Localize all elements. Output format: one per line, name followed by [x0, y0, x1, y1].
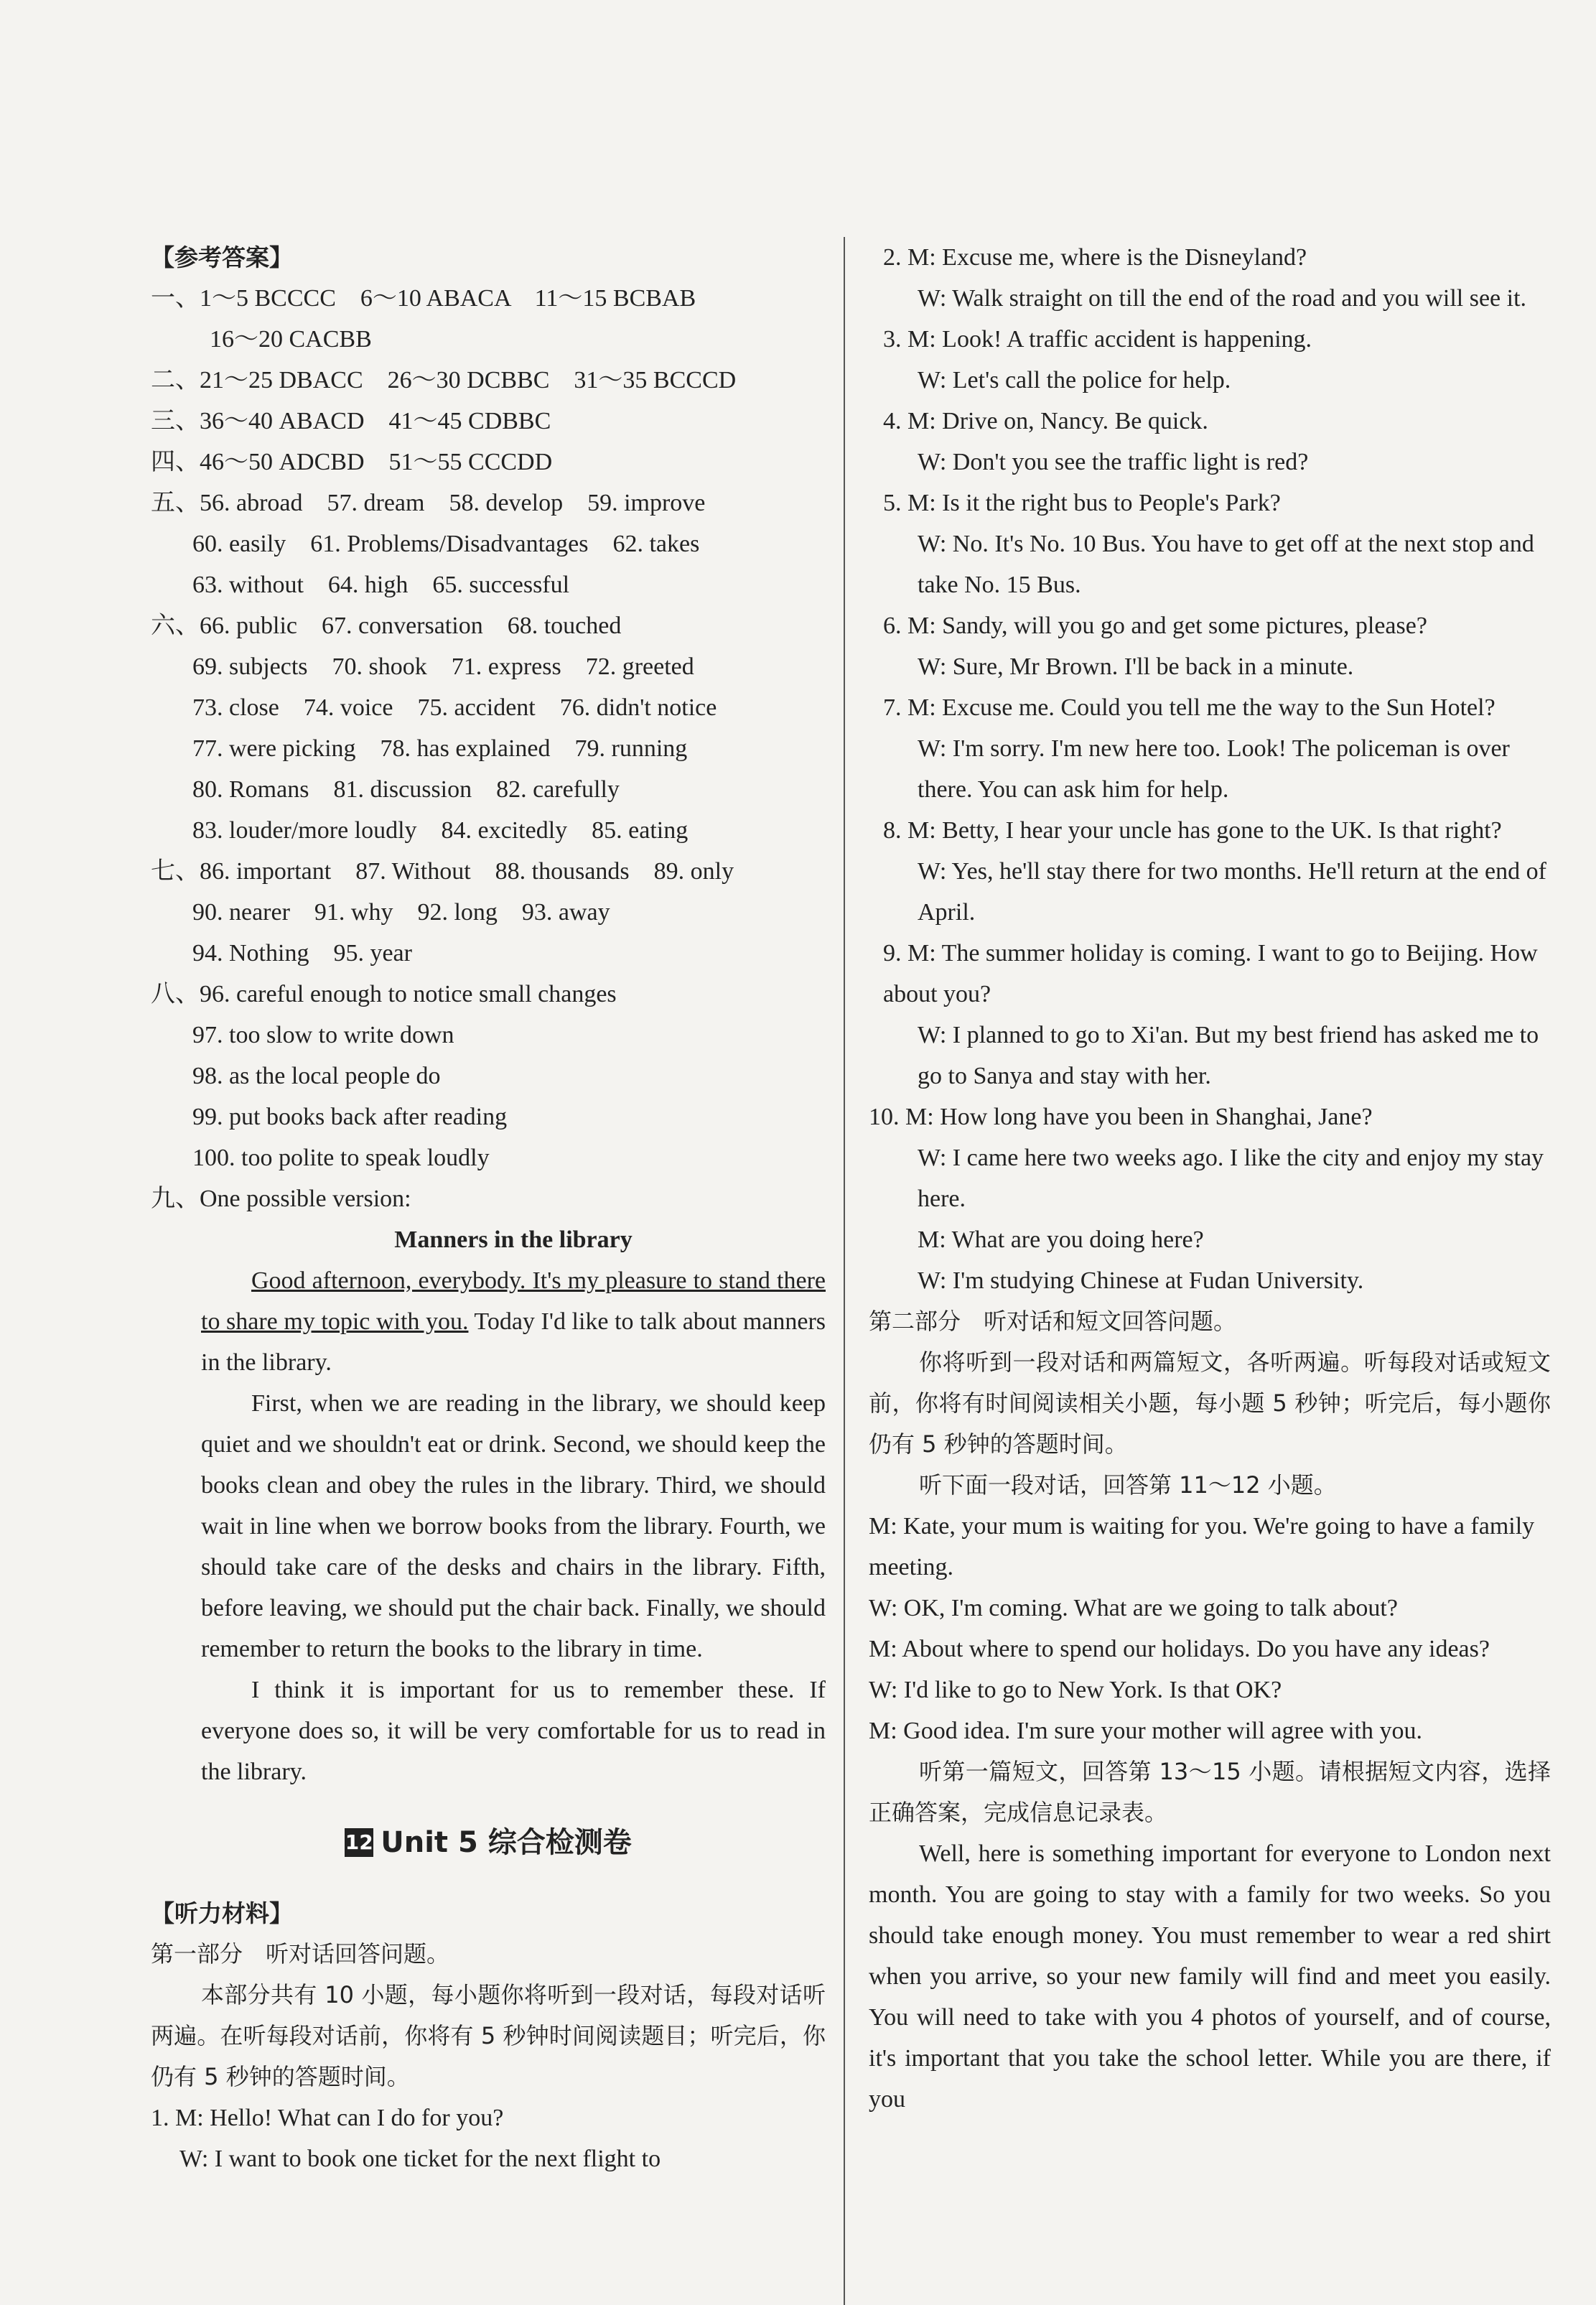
dialog-line: W: I came here two weeks ago. I like the city and enjoy my stay here. [918, 1145, 1544, 1212]
answer-line: 八、96. careful enough to notice small changes [151, 981, 617, 1007]
dialog-line: 6. M: Sandy, will you go and get some pictures, please? [883, 613, 1427, 639]
dialog-line: W: I want to book one ticket for the next flight to [179, 2146, 661, 2172]
dialog-line: W: Let's call the police for help. [918, 367, 1231, 394]
left-column [151, 237, 826, 2179]
dialog-line: M: About where to spend our holidays. Do you have any ideas? [869, 1636, 1490, 1662]
answer-line: 97. too slow to write down [192, 1022, 454, 1048]
essay-underlined: Good afternoon, everybody. It's my pleasure to stand there to share my topic with you. [201, 1267, 826, 1335]
part-heading: 第二部分 听对话和短文回答问题。 [869, 1308, 1237, 1335]
answer-line: 三、36～40 ABACD 41～45 CDBBC [151, 408, 551, 434]
unit-badge: 12 [345, 1828, 373, 1857]
dialog-line: W: I'm studying Chinese at Fudan University. [918, 1267, 1364, 1294]
unit-title [151, 1821, 826, 1864]
section-intro: 听第一篇短文，回答第 13～15 小题。请根据短文内容，选择正确答案，完成信息记录表。 [869, 1758, 1551, 1826]
answer-line: 98. as the local people do [192, 1063, 441, 1089]
answer-line: 99. put books back after reading [192, 1104, 508, 1130]
dialog-line: 5. M: Is it the right bus to People's Park? [883, 490, 1281, 516]
answer-line: 六、66. public 67. conversation 68. touched [151, 613, 622, 639]
dialog-line: W: I'd like to go to New York. Is that OK? [869, 1677, 1282, 1703]
answer-line: 80. Romans 81. discussion 82. carefully [192, 776, 620, 803]
column-divider [844, 237, 845, 2305]
dialog-line: M: What are you doing here? [918, 1226, 1204, 1253]
dialog-line: 2. M: Excuse me, where is the Disneyland? [883, 244, 1307, 271]
dialog-line: W: Walk straight on till the end of the road and you will see it. [918, 285, 1527, 312]
dialog-line: W: Yes, he'll stay there for two months. He'll return at the end of April. [918, 858, 1546, 926]
essay-paragraph [201, 1260, 826, 1383]
answer-line: 60. easily 61. Problems/Disadvantages 62. takes [192, 531, 700, 557]
answers-heading: 【参考答案】 [151, 243, 293, 271]
dialog-line: 4. M: Drive on, Nancy. Be quick. [883, 408, 1208, 434]
dialog-line: M: Kate, your mum is waiting for you. We're going to have a family meeting. [869, 1513, 1535, 1580]
answer-line: 94. Nothing 95. year [192, 940, 412, 967]
answer-line: 七、86. important 87. Without 88. thousands 89. only [151, 858, 734, 885]
essay-title: Manners in the library [394, 1226, 633, 1253]
essay-paragraph: I think it is important for us to remember these. If everyone does so, it will be very comfortable for us to read in the library. [201, 1677, 826, 1785]
dialog-line: 9. M: The summer holiday is coming. I want to go to Beijing. How about you? [883, 940, 1538, 1007]
section-intro: 听下面一段对话，回答第 11～12 小题。 [919, 1471, 1337, 1499]
answer-line: 二、21～25 DBACC 26～30 DCBBC 31～35 BCCCD [151, 367, 737, 394]
dialog-line: W: OK, I'm coming. What are we going to talk about? [869, 1595, 1398, 1621]
dialog-line: 3. M: Look! A traffic accident is happening. [883, 326, 1312, 353]
part-intro: 本部分共有 10 小题，每小题你将听到一段对话，每段对话听两遍。在听每段对话前，你将有 5 秒钟时间阅读题目；听完后，你仍有 5 秒钟的答题时间。 [151, 1981, 826, 2090]
dialog-line: 7. M: Excuse me. Could you tell me the way to the Sun Hotel? [883, 694, 1495, 721]
answer-line: 九、One possible version: [151, 1186, 411, 1212]
dialog-line: W: I'm sorry. I'm new here too. Look! The policeman is over there. You can ask him for help. [918, 735, 1510, 803]
sample-essay [151, 1219, 826, 1792]
answer-line: 90. nearer 91. why 92. long 93. away [192, 899, 610, 926]
dialog-line: W: Sure, Mr Brown. I'll be back in a minute. [918, 653, 1354, 680]
answer-line: 一、1～5 BCCCC 6～10 ABACA 11～15 BCBAB [151, 285, 696, 312]
dialog-line: M: Good idea. I'm sure your mother will agree with you. [869, 1718, 1422, 1744]
answer-line: 100. too polite to speak loudly [192, 1145, 490, 1171]
dialog-line: W: No. It's No. 10 Bus. You have to get off at the next stop and take No. 15 Bus. [918, 531, 1534, 598]
dialog-line: W: Don't you see the traffic light is red? [918, 449, 1309, 475]
answer-line: 五、56. abroad 57. dream 58. develop 59. improve [151, 490, 706, 516]
passage-text: Well, here is something important for everyone to London next month. You are going to stay with a family for two weeks. So you should take enough money. You must remember to wear a red shirt when you arrive, so your new family will find and meet you easily. You will need to take with you 4 photos of yourself, and of course, it's important that you take the school letter. While you are there, if you [869, 1840, 1551, 2113]
essay-text: Today I'd like to talk about manners in the library. [201, 1308, 826, 1376]
essay-paragraph: First, when we are reading in the library, we should keep quiet and we shouldn't eat or drink. Second, we should keep the books clean and obey the rules in the library. Third, we should wait in line when we borrow books from the library. Fourth, we should take care of the desks and chairs in the library. Fifth, before leaving, we should put the chair back. Finally, we should remember to return the books to the library in time. [201, 1390, 826, 1662]
answer-line: 73. close 74. voice 75. accident 76. didn't notice [192, 694, 717, 721]
answer-line: 69. subjects 70. shook 71. express 72. greeted [192, 653, 694, 680]
dialog-line: 1. M: Hello! What can I do for you? [151, 2105, 504, 2131]
answer-line: 77. were picking 78. has explained 79. running [192, 735, 688, 762]
part-heading: 第一部分 听对话回答问题。 [151, 1940, 450, 1968]
part-intro: 你将听到一段对话和两篇短文，各听两遍。听每段对话或短文前，你将有时间阅读相关小题，每小题 5 秒钟；听完后，每小题你仍有 5 秒钟的答题时间。 [869, 1349, 1551, 1458]
listening-heading: 【听力材料】 [151, 1899, 293, 1927]
answer-line: 四、46～50 ADCBD 51～55 CCCDD [151, 449, 553, 475]
right-column [869, 237, 1551, 2120]
dialog-line: 10. M: How long have you been in Shanghai, Jane? [869, 1104, 1373, 1130]
dialog-line: 8. M: Betty, I hear your uncle has gone to the UK. Is that right? [883, 817, 1502, 844]
dialog-line: W: I planned to go to Xi'an. But my best friend has asked me to go to Sanya and stay with her. [918, 1022, 1539, 1089]
answer-line: 16～20 CACBB [210, 326, 372, 353]
answer-line: 63. without 64. high 65. successful [192, 572, 570, 598]
unit-title-text: Unit 5 综合检测卷 [381, 1826, 632, 1859]
answer-line: 83. louder/more loudly 84. excitedly 85. eating [192, 817, 689, 844]
